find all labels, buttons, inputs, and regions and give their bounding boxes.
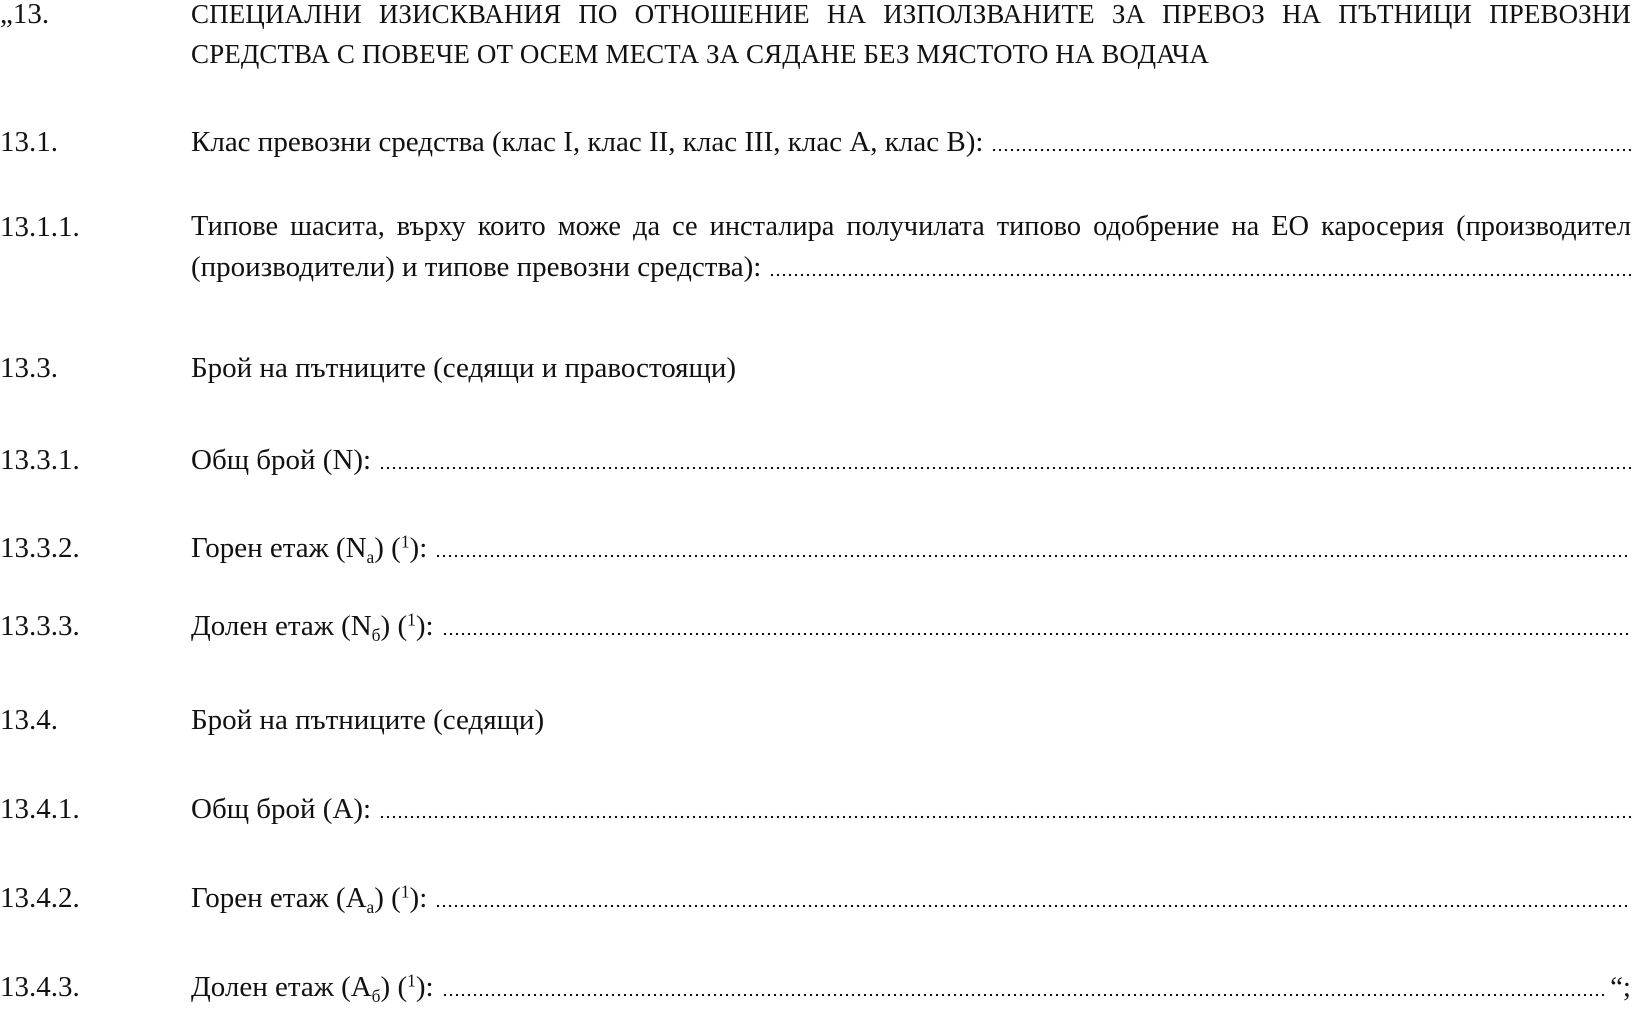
item-13-3 bbox=[0, 348, 1639, 388]
item-label: Долен етаж $(N_б)$ ($^1$): bbox=[191, 609, 434, 646]
item-number: 13.1.1. bbox=[0, 211, 80, 243]
item-number: 13.3.2. bbox=[0, 532, 80, 564]
fill-in-dotted-line[interactable] bbox=[379, 815, 1631, 819]
item-number: 13.3.1. bbox=[0, 444, 80, 476]
item-13-4-2 bbox=[0, 878, 1639, 918]
fill-in-dotted-line[interactable] bbox=[442, 993, 1609, 997]
section-13-heading bbox=[0, 0, 1639, 74]
item-number: 13.4.3. bbox=[0, 971, 80, 1003]
fill-in-dotted-line[interactable] bbox=[442, 632, 1631, 636]
item-number: 13.3. bbox=[0, 352, 58, 384]
item-number: 13.3.3. bbox=[0, 610, 80, 642]
fill-in-dotted-line[interactable] bbox=[769, 273, 1631, 277]
item-13-3-1 bbox=[0, 440, 1639, 480]
closing-quote: “; bbox=[1610, 971, 1631, 1003]
fill-in-dotted-line[interactable] bbox=[991, 148, 1631, 152]
item-13-3-2 bbox=[0, 528, 1639, 568]
item-number: 13.4.2. bbox=[0, 882, 80, 914]
item-label: Брой на пътниците (седящи и правостоящи) bbox=[191, 352, 737, 384]
item-label: Общ брой (A): bbox=[191, 793, 372, 825]
item-13-4-1 bbox=[0, 789, 1639, 829]
item-13-4-3 bbox=[0, 967, 1639, 1007]
item-label: Общ брой (N): bbox=[191, 444, 372, 476]
item-number: 13.1. bbox=[0, 126, 58, 158]
item-label-line-1: Типове шасита, върху които може да се инсталира получилата типово одобрение на ЕО каросерия (производител bbox=[191, 211, 1631, 242]
item-label-line-2: (производители) и типове превозни средства): bbox=[191, 251, 762, 283]
item-label: Брой на пътниците (седящи) bbox=[191, 704, 545, 736]
item-number: 13.4. bbox=[0, 704, 58, 736]
item-number: 13.4.1. bbox=[0, 793, 80, 825]
item-label: Клас превозни средства (клас I, клас II, клас III, клас А, клас В): bbox=[191, 126, 984, 158]
item-label: Горен етаж $(A_а)$ ($^1$): bbox=[191, 881, 428, 918]
item-13-1-1 bbox=[0, 207, 1639, 287]
item-13-4 bbox=[0, 700, 1639, 740]
item-label: Долен етаж $(A_б)$ ($^1$): bbox=[191, 970, 434, 1007]
item-13-3-3 bbox=[0, 606, 1639, 646]
fill-in-dotted-line[interactable] bbox=[435, 554, 1631, 558]
section-number: „13. bbox=[0, 0, 50, 30]
fill-in-dotted-line[interactable] bbox=[379, 466, 1631, 470]
section-title: СПЕЦИАЛНИ ИЗИСКВАНИЯ ПО ОТНОШЕНИЕ НА ИЗПОЛЗВАНИТЕ ЗА ПРЕВОЗ НА ПЪТНИЦИ ПРЕВОЗНИ СРЕДСТВА С ПОВЕЧЕ ОТ ОСЕМ МЕСТА ЗА СЯДАНЕ БЕЗ МЯСТОТО НА ВОДАЧА bbox=[191, 0, 1631, 69]
item-13-1 bbox=[0, 122, 1639, 162]
fill-in-dotted-line[interactable] bbox=[435, 904, 1631, 908]
item-label: Горен етаж $(N_а)$ ($^1$): bbox=[191, 531, 428, 568]
